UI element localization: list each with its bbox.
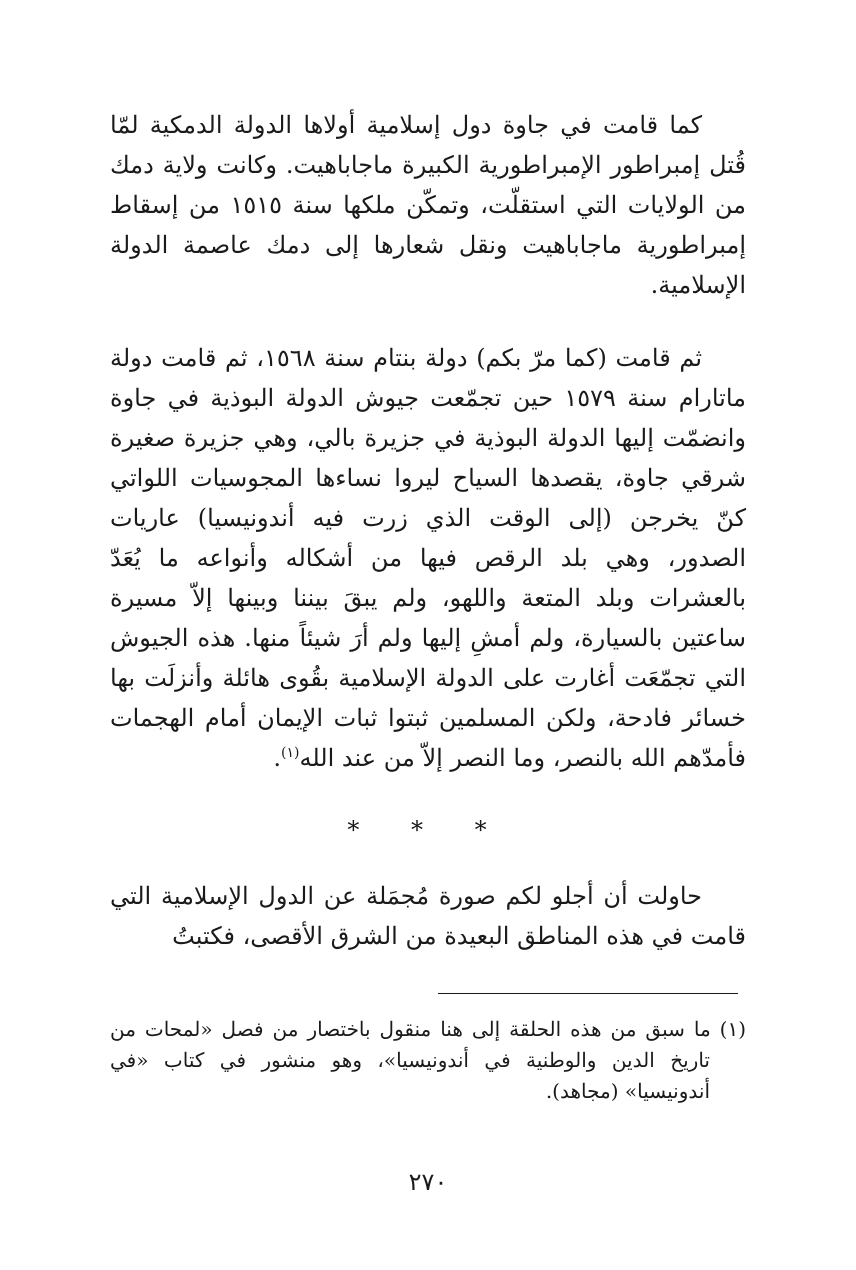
footnote-marker: (١) bbox=[719, 1017, 746, 1041]
paragraph-1 bbox=[110, 105, 746, 305]
footnote bbox=[110, 1014, 746, 1107]
paragraph-3 bbox=[110, 876, 746, 956]
paragraph-1-text: كما قامت في جاوة دول إسلامية أولاها الدولة الدمكية لمّا قُتل إمبراطور الإمبراطورية الكبيرة ماجاباهيت. وكانت ولاية دمك من الولايات التي استقلّت، وتمكّن ملكها سنة ١٥١٥ من إسقاط إمبراطورية ماجاباهيت ونقل شعارها إلى دمك عاصمة الدولة الإسلامية. bbox=[110, 111, 747, 299]
paragraph-2 bbox=[110, 338, 746, 778]
paragraph-2-text: ثم قامت (كما مرّ بكم) دولة بنتام سنة ١٥٦٨، ثم قامت دولة ماتارام سنة ١٥٧٩ حين تجمّعت جيوش الدولة البوذية في جاوة وانضمّت إليها الدولة البوذية في جزيرة بالي، وهي جزيرة صغيرة شرقي جاوة، يقصدها السياح ليروا نساءها المجوسيات اللواتي كنّ يخرجن (إلى الوقت الذي زرت فيه أندونيسيا) عاريات الصدور، وهي بلد الرقص فيها من أشكاله وأنواعه ما يُعَدّ بالعشرات وبلد المتعة واللهو، ولم يبقَ بيننا وبينها إلاّ مسيرة ساعتين بالسيارة، ولم أمشِ إليها ولم أرَ شيئاً منها. هذه الجيوش التي تجمّعَت أغارت على الدولة الإسلامية بقُوى هائلة وأنزلَت بها خسائر فادحة، ولكن المسلمين ثبتوا ثبات الإيمان أمام الهجمات فأمدّهم الله بالنصر، وما النصر إلاّ من عند الله bbox=[110, 344, 746, 772]
paragraph-3-text: حاولت أن أجلو لكم صورة مُجمَلة عن الدول الإسلامية التي قامت في هذه المناطق البعيدة من الشرق الأقصى، فكتبتُ bbox=[110, 882, 746, 950]
footnote-reference[interactable]: (١) bbox=[281, 745, 300, 761]
paragraph-2-end: . bbox=[273, 744, 282, 772]
page-number: ٢٧٠ bbox=[408, 1168, 448, 1196]
footnote-body bbox=[110, 1014, 746, 1107]
section-separator: * * * bbox=[347, 816, 509, 844]
paragraph-2-body bbox=[110, 338, 746, 778]
footnote-divider bbox=[438, 993, 738, 994]
footnote-text: ما سبق من هذه الحلقة إلى هنا منقول باختصار من فصل «لمحات من تاريخ الدين والوطنية في أندونيسيا»، وهو منشور في كتاب «في أندونيسيا» (مجاهد). bbox=[110, 1017, 711, 1103]
